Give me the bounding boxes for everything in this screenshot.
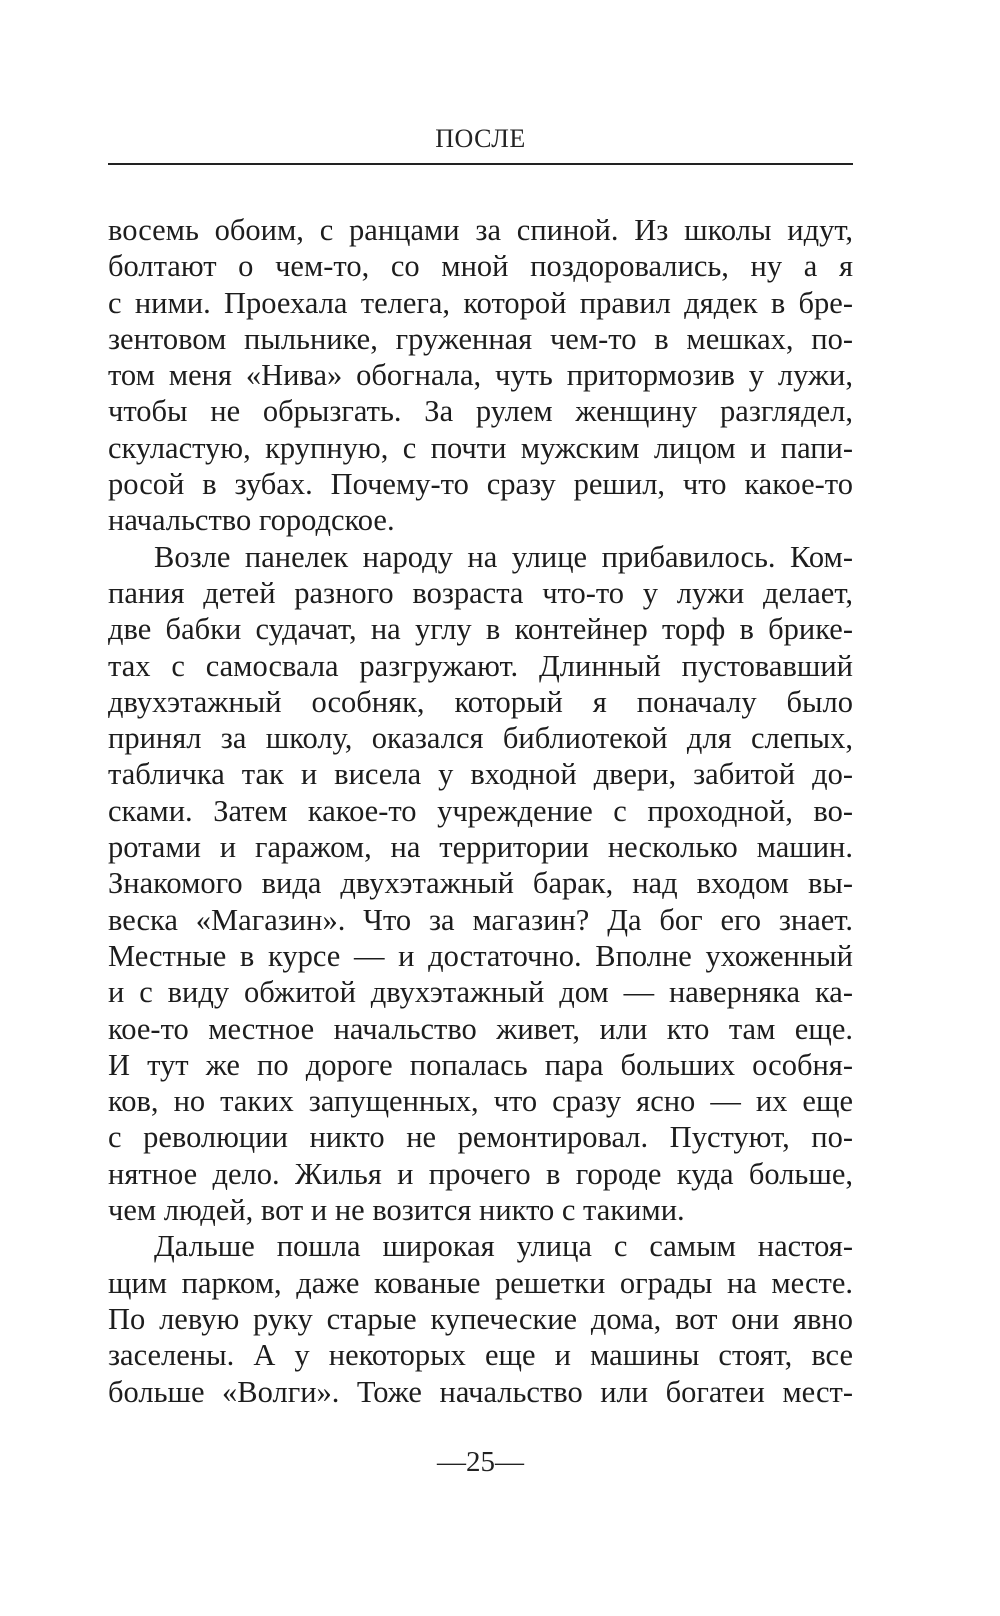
text-line: пания детей разного возраста что-то у лужи делает, [108,575,853,610]
text-line: Местные в курсе — и достаточно. Вполне ухоженный [108,938,853,973]
text-line: тах с самосвала разгружают. Длинный пустовавший [108,648,853,683]
text-line: Дальше пошла широкая улица с самым настоя- [154,1229,853,1264]
running-title: ПОСЛЕ [435,124,526,153]
header-rule [108,163,853,165]
text-line: том меня «Нива» обогнала, чуть притормозив у лужи, [108,358,853,393]
text-line: веска «Магазин». Что за магазин? Да бог его знает. [108,902,853,937]
text-line: принял за школу, оказался библиотекой для слепых, [108,721,853,756]
text-line: Возле панелек народу на улице прибавилось. Ком- [154,539,853,574]
text-line: По левую руку старые купеческие дома, вот они явно [108,1301,853,1336]
text-line: щим парком, даже кованые решетки ограды на месте. [108,1265,853,1300]
text-line: Знакомого вида двухэтажный барак, над входом вы- [108,866,853,901]
text-line: сками. Затем какое-то учреждение с проходной, во- [108,793,853,828]
text-line: табличка так и висела у входной двери, забитой до- [108,757,853,792]
text-line: начальство городское. [108,503,395,538]
text-line: чем людей, вот и не возится никто с такими. [108,1193,685,1228]
text-line: кое-то местное начальство живет, или кто там еще. [108,1011,853,1046]
text-line: И тут же по дороге попалась пара больших особня- [108,1047,853,1082]
text-line: скуластую, крупную, с почти мужским лицом и папи- [108,430,853,465]
text-line: нятное дело. Жилья и прочего в городе куда больше, [108,1156,853,1191]
text-line: двухэтажный особняк, который я поначалу было [108,684,853,719]
body-text [108,212,853,1410]
text-line: с ними. Проехала телега, которой правил дядек в бре- [108,285,853,320]
text-line: болтают о чем-то, со мной поздоровались, ну а я [108,249,853,284]
text-line: чтобы не обрызгать. За рулем женщину разглядел, [108,394,853,429]
text-line: и с виду обжитой двухэтажный дом — наверняка ка- [108,975,853,1010]
text-line: восемь обоим, с ранцами за спиной. Из школы идут, [108,213,853,247]
text-line: ротами и гаражом, на территории несколько машин. [108,830,853,865]
text-line: больше «Волги». Тоже начальство или богатеи мест- [108,1374,853,1409]
text-line: заселены. А у некоторых еще и машины стоят, все [108,1338,853,1373]
text-line: с революции никто не ремонтировал. Пустуют, по- [108,1120,853,1155]
page-number: —25— [437,1446,524,1478]
text-line: ков, но таких запущенных, что сразу ясно — их еще [108,1084,853,1119]
text-line: зентовом пыльнике, груженная чем-то в мешках, по- [108,321,853,356]
text-line: росой в зубах. Почему-то сразу решил, что какое-то [108,467,853,502]
text-line: две бабки судачат, на углу в контейнер торф в брике- [108,612,853,647]
